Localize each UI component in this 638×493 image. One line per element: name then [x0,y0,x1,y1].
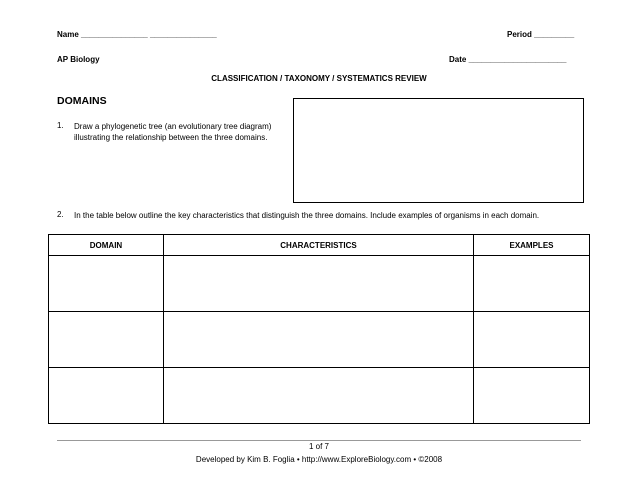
domain-cell [49,368,164,424]
characteristics-cell [164,312,474,368]
column-header-examples: EXAMPLES [474,235,590,256]
characteristics-cell [164,256,474,312]
course-label: AP Biology [57,55,100,64]
table-row [49,368,590,424]
period-field-line: Period _________ [507,30,575,39]
examples-cell [474,368,590,424]
domain-cell [49,312,164,368]
question-1-text: Draw a phylogenetic tree (an evolutionary tree diagram) illustrating the relationship between the three domains. [74,122,272,142]
footer-credit: Developed by Kim B. Foglia • http://www.ExploreBiology.com • ©2008 [195,455,443,464]
date-field-line: Date ______________________ [449,55,567,64]
name-field-line: Name _______________ _______________ [57,30,217,39]
examples-cell [474,256,590,312]
column-header-characteristics: CHARACTERISTICS [164,235,474,256]
table-row [49,312,590,368]
question-2-text: In the table below outline the key characteristics that distinguish the three domains. Include examples of organisms in each domain. [74,211,540,220]
page-title: CLASSIFICATION / TAXONOMY / SYSTEMATICS REVIEW [211,74,427,83]
column-header-domain: DOMAIN [49,235,164,256]
table-row [49,256,590,312]
phylogenetic-tree-drawing-box [293,98,584,203]
characteristics-cell [164,368,474,424]
question-1-number: 1. [57,121,64,130]
domains-table [48,234,590,424]
question-2-number: 2. [57,210,64,219]
section-heading-domains: DOMAINS [57,95,107,107]
table-header-row [49,235,590,256]
page-number: 1 of 7 [308,442,329,451]
footer-divider [57,440,581,441]
examples-cell [474,312,590,368]
domain-cell [49,256,164,312]
